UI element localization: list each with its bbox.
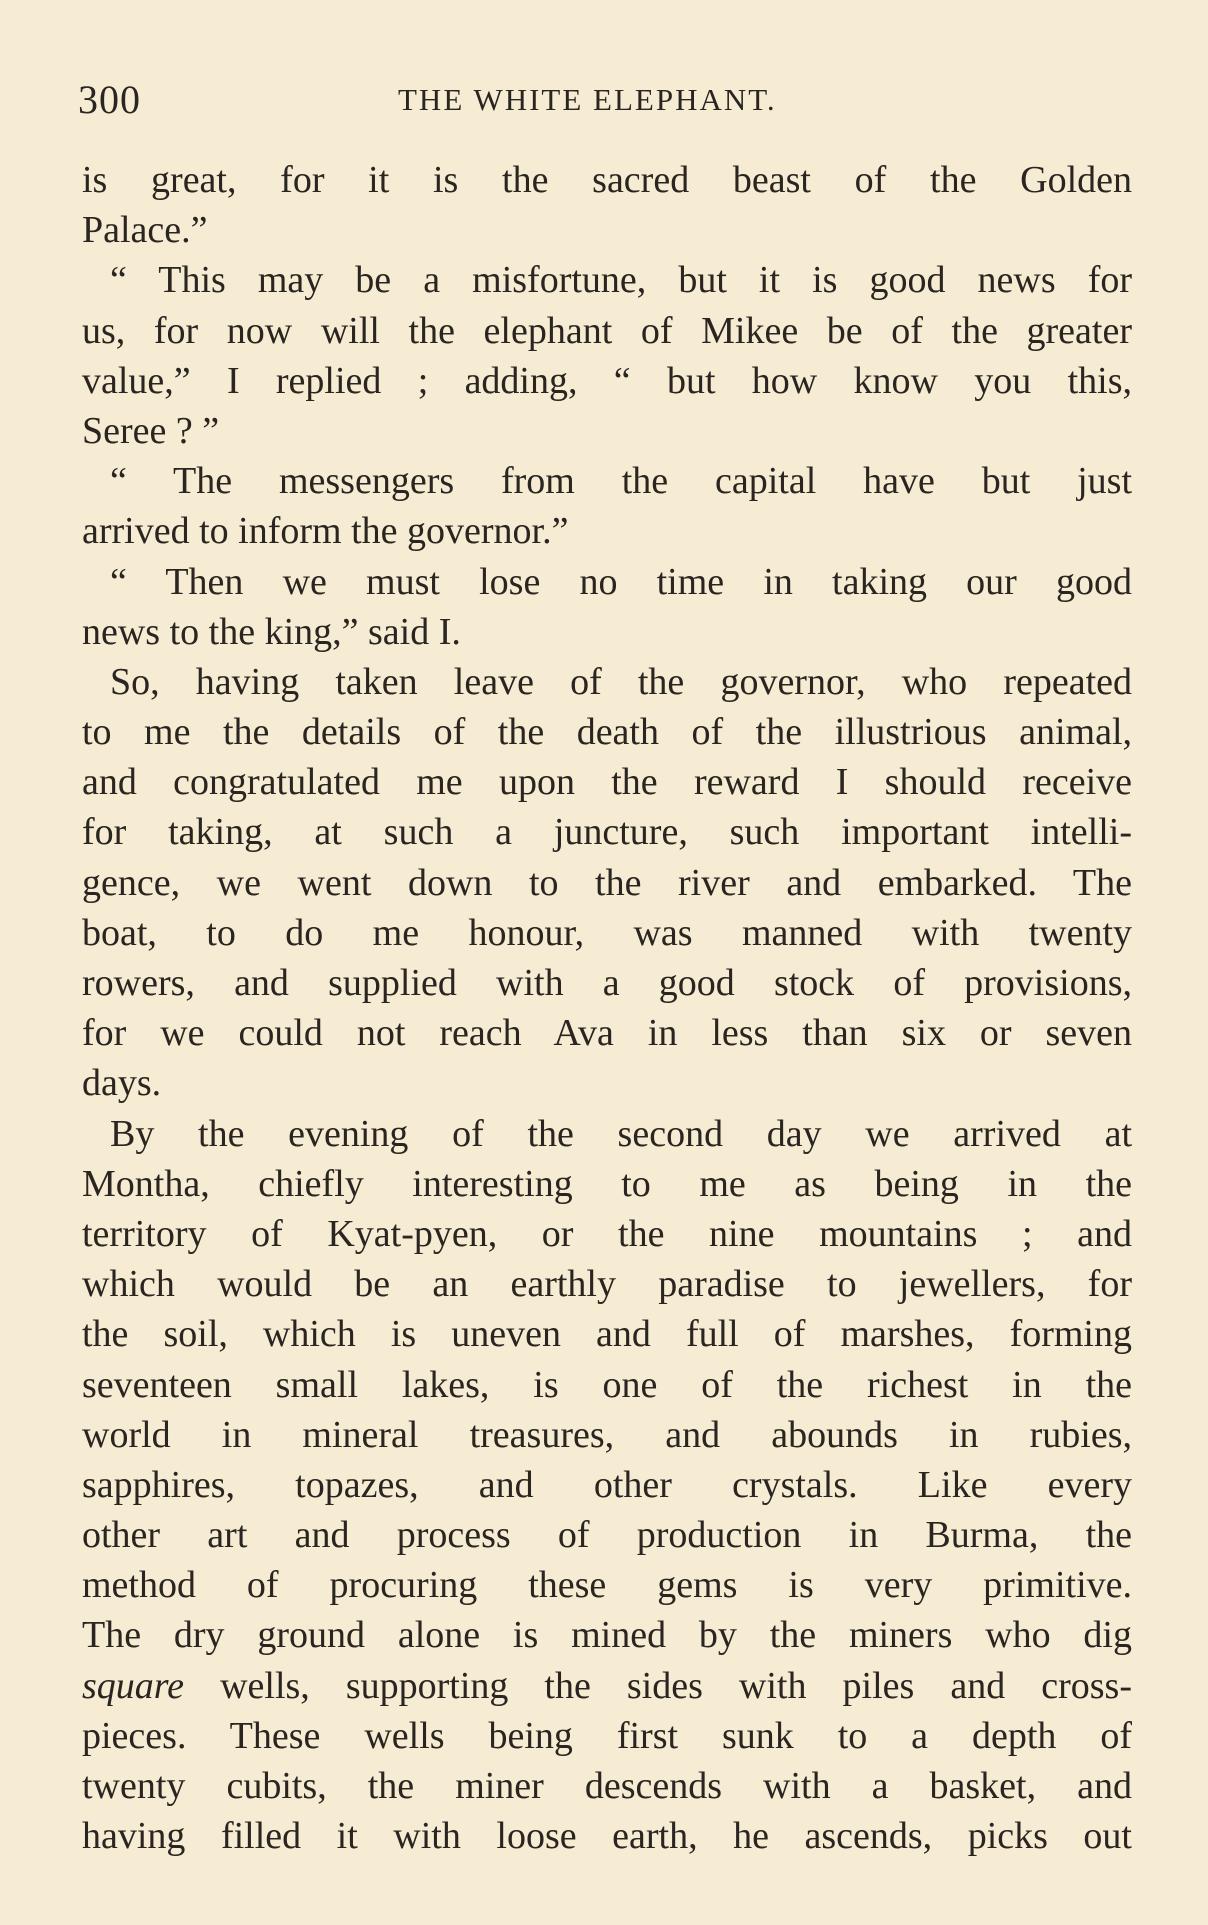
text-line: is great, for it is the sacred beast of the Golden xyxy=(82,159,1132,201)
text-line: “ The messengers from the capital have but just xyxy=(110,460,1132,503)
text-line: So, having taken leave of the governor, who repeated xyxy=(110,660,1132,703)
text-line: Seree ? ” xyxy=(82,409,220,452)
text-line: value,” I replied ; adding, “ but how know you this, xyxy=(82,359,1132,402)
italic-word: square xyxy=(82,1664,185,1707)
text-line: territory of Kyat-pyen, or the nine mountains ; and xyxy=(82,1212,1132,1255)
text-line: the soil, which is uneven and full of marshes, forming xyxy=(82,1313,1132,1356)
text-line-rest: wells, supporting the sides with piles and cross- xyxy=(184,1664,1132,1707)
text-line: The dry ground alone is mined by the miners who dig xyxy=(82,1614,1132,1657)
text-line: pieces. These wells being first sunk to a depth of xyxy=(82,1714,1132,1757)
text-line: and congratulated me upon the reward I should receive xyxy=(82,761,1132,804)
page-number: 300 xyxy=(78,77,141,122)
text-line: arrived to inform the governor.” xyxy=(82,510,569,553)
text-line: twenty cubits, the miner descends with a basket, and xyxy=(82,1765,1132,1807)
page-header xyxy=(78,70,1128,130)
text-line: “ Then we must lose no time in taking our good xyxy=(110,560,1132,603)
text-line: seventeen small lakes, is one of the richest in the xyxy=(82,1363,1132,1406)
text-line-with-italic xyxy=(82,1661,1132,1711)
text-line: world in mineral treasures, and abounds in rubies, xyxy=(82,1413,1132,1456)
text-line: days. xyxy=(82,1062,162,1105)
text-line: Montha, chiefly interesting to me as being in the xyxy=(82,1162,1132,1205)
text-line: other art and process of production in Burma, the xyxy=(82,1514,1132,1557)
body-text xyxy=(82,155,1132,1861)
text-line: rowers, and supplied with a good stock of provisions, xyxy=(82,962,1132,1004)
text-line: By the evening of the second day we arrived at xyxy=(110,1112,1132,1155)
text-line: for we could not reach Ava in less than six or seven xyxy=(82,1012,1132,1055)
running-head: THE WHITE ELEPHANT. xyxy=(398,82,777,117)
text-line: which would be an earthly paradise to jewellers, for xyxy=(82,1263,1132,1306)
text-line: news to the king,” said I. xyxy=(82,610,461,653)
text-line: method of procuring these gems is very primitive. xyxy=(82,1564,1132,1607)
text-line: for taking, at such a juncture, such important intelli- xyxy=(82,811,1132,854)
text-line: having filled it with loose earth, he ascends, picks out xyxy=(82,1815,1132,1858)
text-line: us, for now will the elephant of Mikee be of the greater xyxy=(82,309,1132,352)
text-line: sapphires, topazes, and other crystals. Like every xyxy=(82,1463,1132,1506)
text-line: boat, to do me honour, was manned with twenty xyxy=(82,911,1132,954)
text-line: Palace.” xyxy=(82,209,208,252)
text-line: to me the details of the death of the illustrious animal, xyxy=(82,711,1132,754)
text-line: gence, we went down to the river and embarked. The xyxy=(82,861,1132,904)
text-line: “ This may be a misfortune, but it is good news for xyxy=(110,259,1132,302)
